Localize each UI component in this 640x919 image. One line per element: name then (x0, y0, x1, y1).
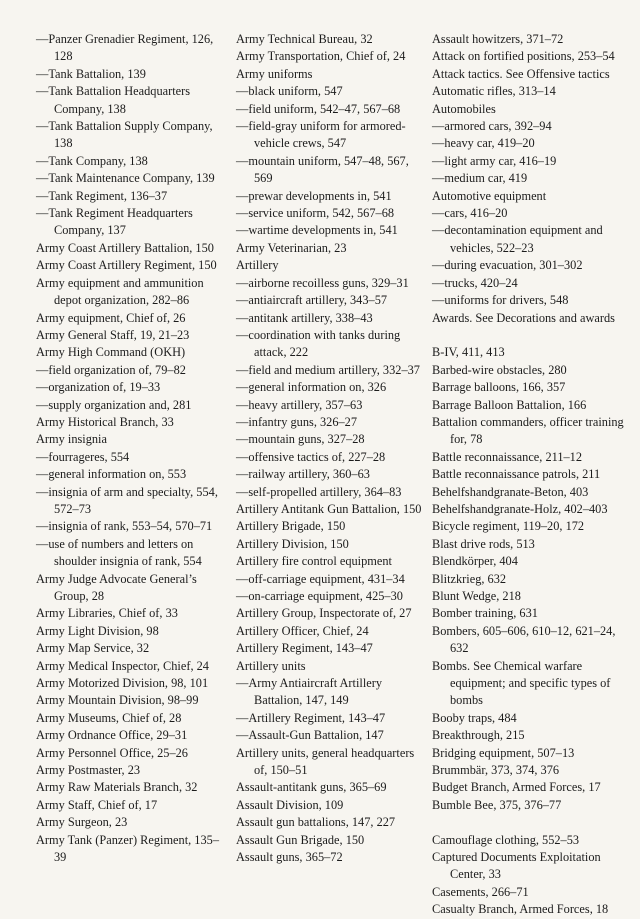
index-entry: —prewar developments in, 541 (236, 188, 392, 203)
index-entry: —field uniform, 542–47, 567–68 (236, 101, 401, 116)
index-entry: —field and medium artillery, 332–37 (236, 362, 420, 377)
index-entry: Booby traps, 484 (432, 710, 517, 725)
index-entry: —wartime developments in, 541 (236, 223, 398, 238)
index-entry: Army Map Service, 32 (36, 641, 150, 656)
index-entry: Army Tank (Panzer) Regiment, 135–39 (36, 832, 219, 865)
index-entry: Automobiles (432, 101, 496, 116)
index-entry: Army insignia (36, 432, 107, 447)
index-entry: Assault Gun Brigade, 150 (236, 832, 365, 847)
section-gap (432, 327, 628, 344)
index-entry: —infantry guns, 326–27 (236, 414, 358, 429)
index-entry: —mountain guns, 327–28 (236, 432, 365, 447)
index-entry: Army Judge Advocate General’s Group, 28 (36, 571, 197, 603)
index-entry: Army Raw Materials Branch, 32 (36, 780, 198, 795)
index-entry: —Tank Battalion Headquarters Company, 138 (36, 84, 191, 116)
index-entry: Bombs. See Chemical warfare equipment; and specific types of bombs (432, 658, 611, 708)
index-entry: —use of numbers and letters on shoulder insignia of rank, 554 (36, 536, 202, 569)
index-entry: —Artillery Regiment, 143–47 (236, 710, 386, 725)
index-entry: Blunt Wedge, 218 (432, 588, 521, 603)
index-entry: —Army Antiaircraft Artillery Battalion, 147, 149 (236, 676, 383, 708)
index-entry: —cars, 416–20 (432, 206, 508, 221)
index-entry: Battle reconnaissance patrols, 211 (432, 467, 601, 482)
index-entry: Attack on fortified positions, 253–54 (432, 49, 615, 64)
index-entry: Army Surgeon, 23 (36, 815, 128, 830)
index-entry: Casualty Branch, Armed Forces, 18 (432, 902, 609, 917)
index-entry: Army Medical Inspector, Chief, 24 (36, 658, 209, 673)
index-entry: Budget Branch, Armed Forces, 17 (432, 780, 601, 795)
index-entry: Bomber training, 631 (432, 606, 538, 621)
index-entry: Army Ordnance Office, 29–31 (36, 728, 188, 743)
index-entry: Army Personnel Office, 25–26 (36, 745, 188, 760)
index-entry: —general information on, 326 (236, 380, 387, 395)
index-entry: —fourrageres, 554 (36, 449, 130, 464)
index-entry: Artillery (236, 258, 279, 273)
index-entry: —service uniform, 542, 567–68 (236, 206, 395, 221)
index-entry: Army Coast Artillery Regiment, 150 (36, 258, 217, 273)
index-entry: Army Technical Bureau, 32 (236, 32, 373, 46)
index-entry: —Tank Battalion Supply Company, 138 (36, 119, 213, 151)
index-entry: —offensive tactics of, 227–28 (236, 449, 386, 464)
index-entry: Army Motorized Division, 98, 101 (36, 676, 209, 691)
index-entry: Army uniforms (236, 66, 313, 81)
index-entry: Awards. See Decorations and awards (432, 310, 615, 325)
index-entry: Artillery Division, 150 (236, 536, 349, 551)
index-entry: Battalion commanders, officer training for, 78 (432, 414, 624, 447)
index-entry: Artillery fire control equipment (236, 554, 392, 569)
index-entry: —Panzer Grenadier Regiment, 126, 128 (36, 32, 214, 64)
index-entry: Automotive equipment (432, 188, 547, 203)
index-entry: Assault gun battalions, 147, 227 (236, 815, 396, 830)
index-entry: Bombers, 605–606, 610–12, 621–24, 632 (432, 623, 616, 656)
index-entry: —light army car, 416–19 (432, 153, 557, 168)
index-entry: Army Libraries, Chief of, 33 (36, 606, 178, 621)
index-entry: B-IV, 411, 413 (432, 345, 505, 360)
index-entry: —insignia of arm and specialty, 554, 572–73 (36, 484, 218, 516)
index-entry: —heavy car, 419–20 (432, 136, 535, 151)
index-entry: Behelfshandgranate-Holz, 402–403 (432, 501, 608, 516)
index-entry: —off-carriage equipment, 431–34 (236, 571, 405, 586)
index-column-2 (236, 31, 424, 867)
index-entry: —heavy artillery, 357–63 (236, 397, 363, 412)
index-entry: —armored cars, 392–94 (432, 119, 552, 134)
index-entry: Army equipment, Chief of, 26 (36, 310, 186, 325)
index-entry: Captured Documents Exploitation Center, 33 (432, 850, 601, 882)
index-entry: Army High Command (OKH) (36, 345, 186, 360)
index-entry: Assault guns, 365–72 (236, 850, 343, 865)
index-entry: Army equipment and ammunition depot organization, 282–86 (36, 275, 204, 308)
section-gap (432, 814, 628, 831)
index-entry: —general information on, 553 (36, 467, 187, 482)
index-entry: Bicycle regiment, 119–20, 172 (432, 519, 585, 534)
index-entry: Artillery Officer, Chief, 24 (236, 623, 369, 638)
index-entry: —Tank Regiment Headquarters Company, 137 (36, 206, 193, 238)
index-entry: —medium car, 419 (432, 171, 528, 186)
index-entry: Barrage balloons, 166, 357 (432, 380, 566, 395)
index-entry: Artillery Antitank Gun Battalion, 150 (236, 501, 422, 516)
index-entry: Blast drive rods, 513 (432, 536, 535, 551)
index-entry: Assault Division, 109 (236, 797, 344, 812)
index-entry: Casements, 266–71 (432, 884, 529, 899)
index-entry: Breakthrough, 215 (432, 728, 525, 743)
index-entry: —airborne recoilless guns, 329–31 (236, 275, 409, 290)
index-entry: Army Light Division, 98 (36, 623, 159, 638)
index-entry: Army Mountain Division, 98–99 (36, 693, 199, 708)
index-entry: Barrage Balloon Battalion, 166 (432, 397, 587, 412)
index-entry: Artillery units, general headquarters of, 150–51 (236, 745, 415, 778)
index-entry: Artillery units (236, 658, 306, 673)
index-entry: —field-gray uniform for armored-vehicle crews, 547 (236, 119, 406, 151)
index-entry: —Assault-Gun Battalion, 147 (236, 728, 384, 743)
index-entry: Assault-antitank guns, 365–69 (236, 780, 387, 795)
index-entry: —on-carriage equipment, 425–30 (236, 589, 403, 603)
index-entry: Battle reconnaissance, 211–12 (432, 449, 583, 464)
index-entry: Artillery Brigade, 150 (236, 519, 346, 534)
index-column-1 (36, 31, 226, 867)
index-entry: Army Veterinarian, 23 (236, 240, 347, 255)
index-entry: Bumble Bee, 375, 376–77 (432, 797, 562, 812)
index-entry: —organization of, 19–33 (36, 380, 161, 395)
index-entry: Automatic rifles, 313–14 (432, 84, 556, 99)
index-entry: Assault howitzers, 371–72 (432, 32, 564, 46)
index-entry: —trucks, 420–24 (432, 275, 518, 290)
index-entry: —antitank artillery, 338–43 (236, 310, 373, 325)
index-entry: —Tank Regiment, 136–37 (36, 188, 168, 203)
index-entry: —uniforms for drivers, 548 (432, 293, 569, 308)
index-entry: Bridging equipment, 507–13 (432, 745, 575, 760)
index-entry: Barbed-wire obstacles, 280 (432, 362, 567, 377)
index-entry: Camouflage clothing, 552–53 (432, 832, 580, 847)
index-entry: —black uniform, 547 (236, 84, 343, 99)
index-entry: —decontamination equipment and vehicles, 522–23 (432, 223, 603, 255)
index-entry: —railway artillery, 360–63 (236, 467, 370, 482)
index-entry: Army Coast Artillery Battalion, 150 (36, 240, 214, 255)
index-entry: Army Museums, Chief of, 28 (36, 710, 182, 725)
index-entry: Army Postmaster, 23 (36, 763, 141, 778)
index-entry: —field organization of, 79–82 (36, 362, 186, 377)
index-entry: Army General Staff, 19, 21–23 (36, 327, 190, 342)
index-entry: —Tank Company, 138 (36, 153, 148, 168)
index-entry: —antiaircraft artillery, 343–57 (236, 293, 388, 308)
index-entry: Brummbär, 373, 374, 376 (432, 763, 560, 778)
index-entry: —Tank Maintenance Company, 139 (36, 171, 215, 186)
index-entry: Artillery Regiment, 143–47 (236, 641, 373, 656)
index-entry: Army Transportation, Chief of, 24 (236, 49, 406, 64)
index-entry: —during evacuation, 301–302 (432, 258, 583, 273)
index-entry: —supply organization and, 281 (36, 397, 192, 412)
index-entry: —self-propelled artillery, 364–83 (236, 484, 402, 499)
index-entry: —insignia of rank, 553–54, 570–71 (36, 519, 213, 534)
index-entry: Army Staff, Chief of, 17 (36, 797, 158, 812)
index-entry: Army Historical Branch, 33 (36, 414, 174, 429)
index-entry: —mountain uniform, 547–48, 567, 569 (236, 153, 409, 186)
index-entry: Artillery Group, Inspectorate of, 27 (236, 606, 412, 621)
index-entry: —Tank Battalion, 139 (36, 66, 146, 81)
index-entry: Blitzkrieg, 632 (432, 571, 507, 586)
index-entry: Blendkörper, 404 (432, 554, 518, 569)
index-entry: Behelfshandgranate-Beton, 403 (432, 484, 589, 499)
index-entry: —coordination with tanks during attack, 222 (236, 327, 401, 360)
index-entry: Attack tactics. See Offensive tactics (432, 66, 610, 81)
index-column-3 (432, 31, 628, 919)
